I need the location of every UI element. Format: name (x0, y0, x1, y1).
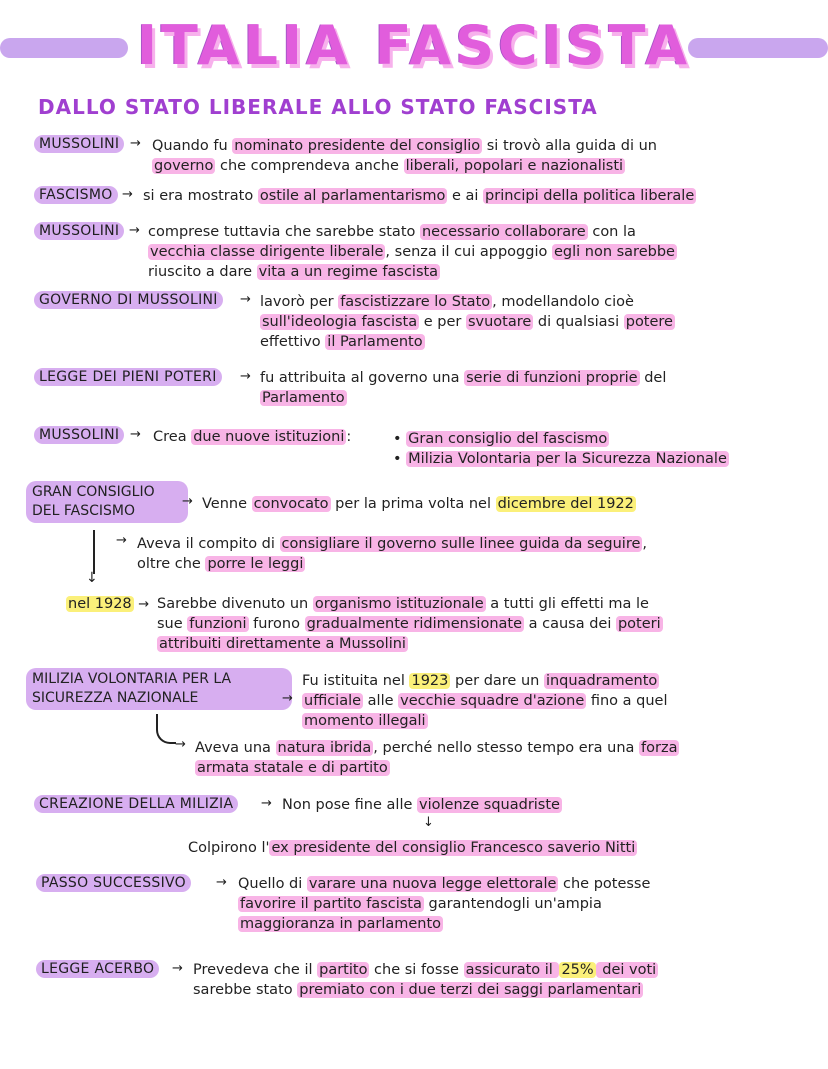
s10-line2: favorire il partito fascista garantendogli un'ampia (240, 896, 602, 912)
s1-line2: governo che comprendeva anche liberali, popolari e nazionalisti (154, 158, 624, 174)
s4-line3: effettivo il Parlamento (260, 334, 423, 350)
arrow-icon: → (182, 494, 193, 509)
s7-line3: oltre che porre le leggi (137, 556, 304, 572)
arrow-icon: → (216, 875, 227, 890)
s6-item1: • Gran consiglio del fascismo (393, 431, 608, 447)
s7-line1: Venne convocato per la prima volta nel dicembre del 1922 (202, 496, 634, 512)
s10-line1: Quello di varare una nuova legge elettorale che potesse (238, 876, 651, 892)
label-governo-di-mussolini: GOVERNO DI MUSSOLINI (34, 291, 223, 309)
label-mussolini-3: MUSSOLINI (34, 426, 124, 444)
s7-line6: attribuiti direttamente a Mussolini (159, 636, 406, 652)
s9-line2: Colpirono l' ex presidente del consiglio Francesco saverio Nitti (188, 840, 636, 856)
arrow-icon: → (261, 796, 272, 811)
arrow-icon: → (122, 187, 133, 202)
s11-line2: sarebbe stato premiato con i due terzi dei saggi parlamentari (193, 982, 642, 998)
s7-line2: Aveva il compito di consigliare il governo sulle linee guida da seguire , (137, 536, 648, 552)
s4-line1: lavorò per fascistizzare lo Stato , modellandolo cioè (260, 294, 634, 310)
label-mussolini-2: MUSSOLINI (34, 222, 124, 240)
s4-line2: sull'ideologia fascista e per svuotare di qualsiasi potere (262, 314, 673, 330)
arrow-icon: → (282, 691, 293, 706)
label-milizia-volontaria: MILIZIA VOLONTARIA PER LA SICUREZZA NAZIONALE (26, 668, 292, 710)
arrow-icon: → (240, 369, 251, 384)
arrow-icon: → (130, 427, 141, 442)
s6-line1: Crea due nuove istituzioni : (153, 429, 352, 445)
s10-line3: maggioranza in parlamento (240, 916, 442, 932)
s2-line1: si era mostrato ostile al parlamentarismo e ai principi della politica liberale (143, 188, 695, 204)
label-fascismo: FASCISMO (34, 186, 118, 204)
label-gran-consiglio: GRAN CONSIGLIO DEL FASCISMO (26, 481, 188, 523)
s8-line4: Aveva una natura ibrida , perché nello stesso tempo era una forza (195, 740, 678, 756)
s3-line1: comprese tuttavia che sarebbe stato necessario collaborare con la (148, 224, 636, 240)
page-subtitle: DALLO STATO LIBERALE ALLO STATO FASCISTA (38, 95, 598, 119)
label-passo-successivo: PASSO SUCCESSIVO (36, 874, 191, 892)
s6-item2: • Milizia Volontaria per la Sicurezza Nazionale (393, 451, 727, 467)
s11-line1: Prevedeva che il partito che si fosse assicurato il 25% dei voti (193, 962, 657, 978)
label-mussolini-1: MUSSOLINI (34, 135, 124, 153)
flow-curve (156, 714, 176, 744)
label-creazione-milizia: CREAZIONE DELLA MILIZIA (34, 795, 238, 813)
s7-year: nel 1928 → (68, 596, 150, 612)
arrow-icon: → (175, 737, 186, 752)
flow-line (93, 530, 95, 574)
label-legge-pieni-poteri: LEGGE DEI PIENI POTERI (34, 368, 222, 386)
down-arrow-icon: ↓ (423, 815, 434, 830)
arrow-icon: → (172, 961, 183, 976)
s8-line2: ufficiale alle vecchie squadre d'azione fino a quel (304, 693, 668, 709)
s5-line2: Parlamento (262, 390, 345, 406)
s7-line5: sue funzioni furono gradualmente ridimensionate a causa dei poteri (157, 616, 661, 632)
s5-line1: fu attribuita al governo una serie di funzioni proprie del (260, 370, 667, 386)
label-legge-acerbo: LEGGE ACERBO (36, 960, 159, 978)
s7-line4: Sarebbe divenuto un organismo istituzionale a tutti gli effetti ma le (157, 596, 649, 612)
s3-line2: vecchia classe dirigente liberale , senza il cui appoggio egli non sarebbe (150, 244, 675, 260)
arrow-icon: → (240, 292, 251, 307)
s3-line3: riuscito a dare vita a un regime fascista (148, 264, 439, 280)
arrow-icon: → (130, 136, 141, 151)
s9-line1: Non pose fine alle violenze squadriste (282, 797, 560, 813)
s8-line1: Fu istituita nel 1923 per dare un inquadramento (302, 673, 658, 689)
page-title: ITALIA FASCISTA (136, 14, 692, 77)
arrow-icon: → (129, 223, 140, 238)
s8-line3: momento illegali (304, 713, 426, 729)
s8-line5: armata statale e di partito (197, 760, 388, 776)
s1-line1: Quando fu nominato presidente del consiglio si trovò alla guida di un (152, 138, 657, 154)
down-arrow-icon: ↓ (86, 570, 98, 586)
arrow-icon: → (116, 533, 127, 548)
